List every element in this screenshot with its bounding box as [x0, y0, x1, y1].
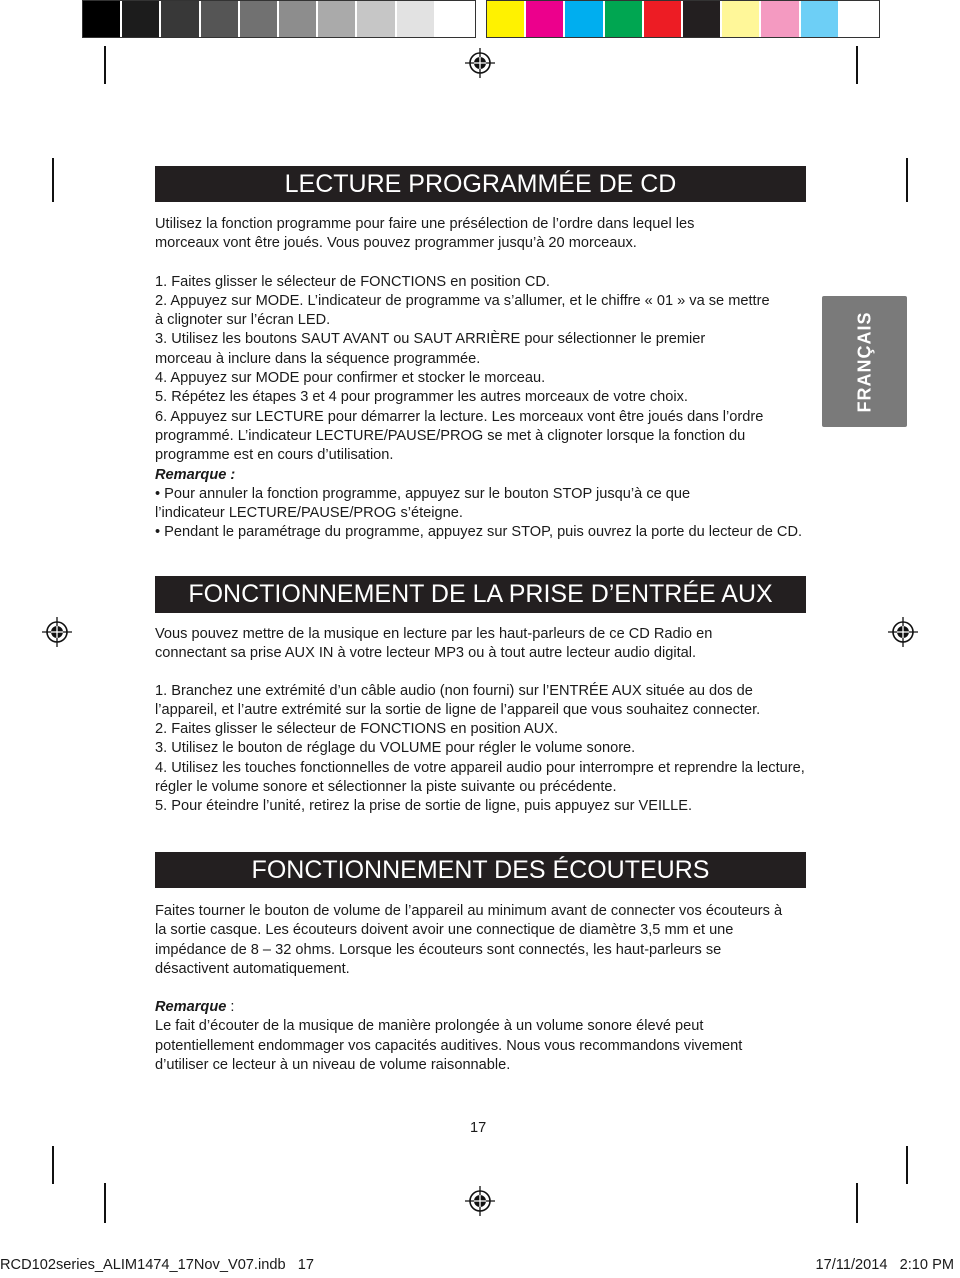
section-title: FONCTIONNEMENT DE LA PRISE D’ENTRÉE AUX [188, 580, 773, 608]
section-body [155, 215, 815, 543]
color-swatch [840, 1, 879, 37]
color-swatch [318, 1, 357, 37]
color-swatch [436, 1, 475, 37]
step-item: 1. Branchez une extrémité d’un câble audio (non fourni) sur l’ENTRÉE AUX située au dos de l’appareil, et l’autre extrémité sur la sortie de ligne de l’appareil que vous souhaitez connecter. [155, 682, 761, 718]
step-item: 3. Utilisez les boutons SAUT AVANT ou SAUT ARRIÈRE pour sélectionner le premier morceau à inclure dans la séquence programmée. [155, 331, 706, 367]
registration-mark-icon [465, 48, 495, 78]
gray-swatches [83, 1, 475, 37]
step-item: 4. Utilisez les touches fonctionnelles de votre appareil audio pour interrompre et reprendre la lecture, régler le volume sonore et sélectionner la piste suivante ou précédente. [155, 759, 805, 796]
crop-mark [104, 1183, 106, 1223]
step-item: 3. Utilisez le bouton de réglage du VOLUME pour régler le volume sonore. [155, 740, 636, 757]
color-swatch [240, 1, 279, 37]
color-swatch [201, 1, 240, 37]
intro-paragraph: Faites tourner le bouton de volume de l’appareil au minimum avant de connecter vos écouteurs à la sortie casque. Les écouteurs doivent avoir une connectique de diamètre 3,5 mm et une impédance de 8 – 32 ohms. Lorsque les écouteurs sont connectés, les haut-parleurs se désactivent automatiquement. [155, 903, 783, 977]
note-item: • Pendant le paramétrage du programme, appuyez sur STOP, puis ouvrez la porte du lecteur de CD. [155, 524, 803, 541]
color-swatch [122, 1, 161, 37]
color-swatch [722, 1, 761, 37]
color-swatch [279, 1, 318, 37]
footer-date: 17/11/2014 2:10 PM [815, 1257, 954, 1273]
color-swatch [605, 1, 644, 37]
color-swatch [357, 1, 396, 37]
section-heading [155, 576, 806, 613]
step-item: 2. Appuyez sur MODE. L’indicateur de programme va s’allumer, et le chiffre « 01 » va se mettre à clignoter sur l’écran LED. [155, 292, 770, 329]
crop-mark [856, 46, 858, 84]
note-label-suffix: : [226, 999, 235, 1016]
color-swatch [761, 1, 800, 37]
color-swatch [644, 1, 683, 37]
page-number: 17 [470, 1120, 487, 1136]
color-swatch [397, 1, 436, 37]
note-label: Remarque : [155, 466, 236, 483]
step-item: 2. Faites glisser le sélecteur de FONCTIONS en position AUX. [155, 721, 559, 738]
step-item: 5. Pour éteindre l’unité, retirez la prise de sortie de ligne, puis appuyez sur VEILLE. [155, 798, 693, 815]
section-heading [155, 166, 806, 202]
step-item: 6. Appuyez sur LECTURE pour démarrer la lecture. Les morceaux vont être joués dans l’ordre programmé. L’indicateur LECTURE/PAUSE/PROG se met à clignoter lorsque la fonction du programme est en cours d’utilisation. [155, 408, 764, 464]
crop-mark [906, 1146, 908, 1184]
step-item: 1. Faites glisser le sélecteur de FONCTIONS en position CD. [155, 273, 550, 290]
color-swatch [161, 1, 200, 37]
color-swatch [801, 1, 840, 37]
color-swatch [487, 1, 526, 37]
section-title: FONCTIONNEMENT DES ÉCOUTEURS [251, 856, 710, 884]
language-tab-label: FRANÇAIS [854, 311, 874, 412]
registration-mark-icon [888, 617, 918, 647]
color-swatches [487, 1, 879, 37]
crop-mark [52, 1146, 54, 1184]
section-body [155, 625, 815, 817]
section-body [155, 902, 815, 1075]
note-heading [155, 998, 815, 1017]
process-color-bar [486, 0, 880, 38]
intro-paragraph: Utilisez la fonction programme pour faire une présélection de l’ordre dans lequel les morceaux vont être joués. Vous pouvez programmer jusqu’à 20 morceaux. [155, 216, 695, 252]
color-swatch [683, 1, 722, 37]
note-item: • Pour annuler la fonction programme, appuyez sur le bouton STOP jusqu’à ce que l’indicateur LECTURE/PAUSE/PROG s’éteigne. [155, 485, 691, 522]
crop-mark [52, 158, 54, 202]
registration-mark-icon [42, 617, 72, 647]
step-item: 4. Appuyez sur MODE pour confirmer et stocker le morceau. [155, 370, 546, 387]
step-item: 5. Répétez les étapes 3 et 4 pour programmer les autres morceaux de votre choix. [155, 389, 688, 406]
footer-file-info: RCD102series_ALIM1474_17Nov_V07.indb 17 [0, 1257, 314, 1273]
section-title: LECTURE PROGRAMMÉE DE CD [284, 170, 677, 198]
registration-mark-icon [465, 1186, 495, 1216]
color-swatch [526, 1, 565, 37]
section-heading [155, 852, 806, 888]
language-tab [822, 296, 907, 427]
color-swatch [565, 1, 604, 37]
crop-mark [856, 1183, 858, 1223]
crop-mark [906, 158, 908, 202]
intro-paragraph: Vous pouvez mettre de la musique en lecture par les haut-parleurs de ce CD Radio en connectant sa prise AUX IN à votre lecteur MP3 ou à tout autre lecteur audio digital. [155, 626, 713, 662]
note-label: Remarque [155, 999, 227, 1016]
grayscale-color-bar [82, 0, 476, 38]
note-paragraph: Le fait d’écouter de la musique de manière prolongée à un volume sonore élevé peut potentiellement endommager vos capacités auditives. Nous vous recommandons vivement d’utiliser ce lecteur à un niveau de volume raisonnable. [155, 1018, 743, 1074]
crop-mark [104, 46, 106, 84]
color-swatch [83, 1, 122, 37]
